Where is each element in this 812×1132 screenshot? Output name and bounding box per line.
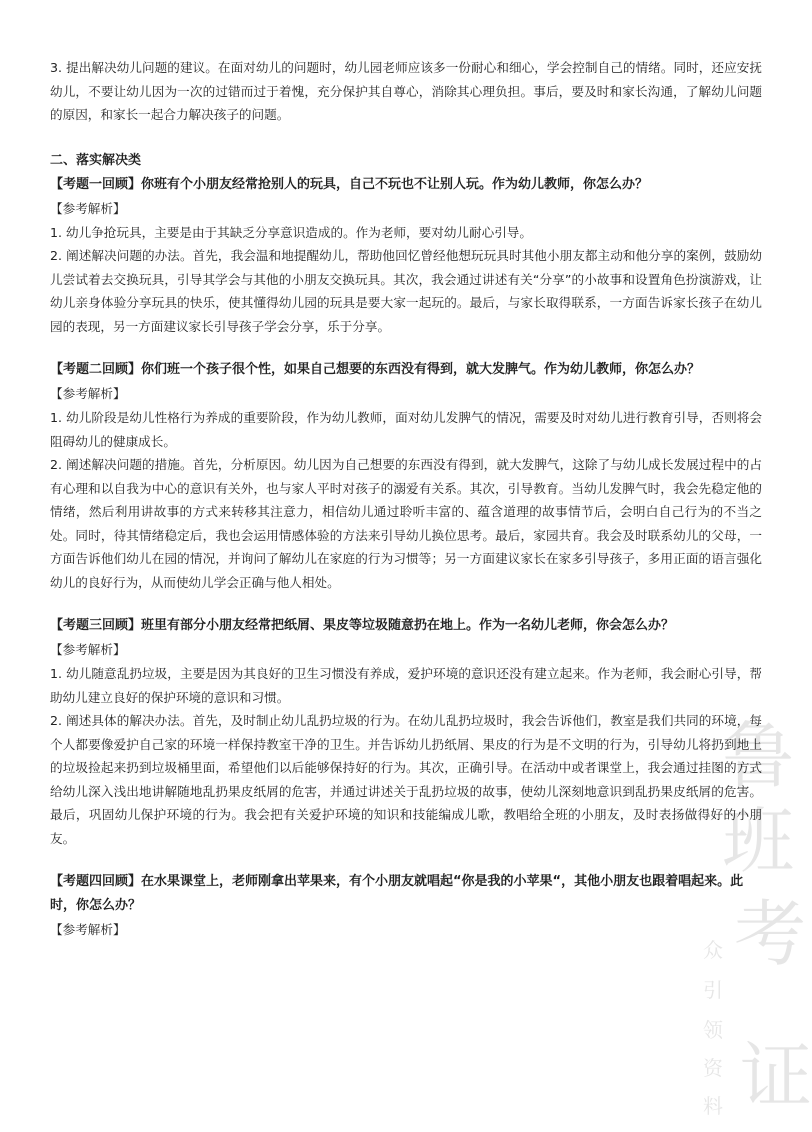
- watermark-char: 众: [703, 938, 723, 962]
- watermark-char: 证: [740, 1034, 812, 1118]
- question-4: 【考题四回顾】在水果课堂上，老师刚拿出苹果来，有个小朋友就唱起“你是我的小苹果“，其他小朋友也跟着唱起来。此时，你怎么办？: [50, 874, 744, 913]
- document-page: [50, 56, 762, 942]
- answer-2-paragraph-1: 1. 幼儿阶段是幼儿性格行为养成的重要阶段，作为幼儿教师，面对幼儿发脾气的情况，需要及时对幼儿进行教育引导，否则将会阻碍幼儿的健康成长。: [50, 410, 762, 449]
- watermark-char: 班: [722, 799, 795, 883]
- watermark-char: 鲁: [722, 714, 795, 798]
- watermark-char: 引: [703, 978, 723, 1002]
- section-title: 二、落实解决类: [50, 152, 142, 168]
- answer-2-paragraph-2: 2. 阐述解决问题的措施。首先，分析原因。幼儿因为自己想要的东西没有得到，就大发脾气，这除了与幼儿成长发展过程中的占有心理和以自我为中心的意识有关外，也与家人平时对孩子的溺爱有关系。其次，引导教育。当幼儿发脾气时，我会先稳定他的情绪，然后利用讲故事的方式来转移其注意力，相信幼儿通过聆听丰富的、蕴含道理的故事情节后，会明白自己行为的不当之处。同时，待其情绪稳定后，我也会运用情感体验的方法来引导幼儿换位思考。最后，家园共育。我会及时联系幼儿的父母，一方面告诉他们幼儿在园的情况，并询问了解幼儿在家庭的行为习惯等；另一方面建议家长在家多引导孩子，多用正面的语言强化幼儿的良好行为，从而使幼儿学会正确与他人相处。: [50, 457, 762, 590]
- reference-label-1: 【参考解析】: [50, 200, 126, 216]
- question-1: 【考题一回顾】你班有个小朋友经常抢别人的玩具，自己不玩也不让别人玩。作为幼儿教师，你怎么办？: [50, 176, 649, 192]
- answer-1-paragraph-1: 1. 幼儿争抢玩具，主要是由于其缺乏分享意识造成的。作为老师，要对幼儿耐心引导。: [50, 224, 532, 240]
- reference-label-3: 【参考解析】: [50, 642, 126, 657]
- reference-label-2: 【参考解析】: [50, 386, 126, 401]
- watermark-char: 资: [703, 1056, 723, 1080]
- intro-paragraph-3: 3. 提出解决幼儿问题的建议。在面对幼儿的问题时，幼儿园老师应该多一份耐心和细心，学会控制自己的情绪。同时，还应安抚幼儿，不要让幼儿因为一次的过错而过于着愧，充分保护其自尊心，消除其心理负担。事后，要及时和家长沟通，了解幼儿问题的原因，和家长一起合力解决孩子的问题。: [50, 60, 762, 122]
- watermark-char: 考: [734, 892, 807, 976]
- question-3: 【考题三回顾】班里有部分小朋友经常把纸屑、果皮等垃圾随意扔在地上。作为一名幼儿老师，你会怎么办？: [50, 618, 675, 633]
- answer-3-paragraph-1: 1. 幼儿随意乱扔垃圾，主要是因为其良好的卫生习惯没有养成，爱护环境的意识还没有建立起来。作为老师，我会耐心引导，帮助幼儿建立良好的保护环境的意识和习惯。: [50, 666, 762, 705]
- reference-label-4: 【参考解析】: [50, 922, 126, 937]
- watermark-char: 领: [703, 1018, 723, 1042]
- answer-1-paragraph-2: 2. 阐述解决问题的办法。首先，我会温和地提醒幼儿，帮助他回忆曾经他想玩玩具时其他小朋友都主动和他分享的案例，鼓励幼儿尝试着去交换玩具，引导其学会与其他的小朋友交换玩具。其次，我会通过讲述有关“分享”的小故事和设置角色扮演游戏，让幼儿亲身体验分享玩具的快乐，使其懂得幼儿园的玩具是要大家一起玩的。最后，与家长取得联系，一方面告诉家长孩子在幼儿园的表现，另一方面建议家长引导孩子学会分享，乐于分享。: [50, 248, 762, 334]
- question-2: 【考题二回顾】你们班一个孩子很个性，如果自己想要的东西没有得到，就大发脾气。作为幼儿教师，你怎么办？: [50, 362, 701, 377]
- answer-3-paragraph-2: 2. 阐述具体的解决办法。首先，及时制止幼儿乱扔垃圾的行为。在幼儿乱扔垃圾时，我会告诉他们，教室是我们共同的环境，每个人都要像爱护自己家的环境一样保持教室干净的卫生。并告诉幼儿扔纸屑、果皮的行为是不文明的行为，引导幼儿将扔到地上的垃圾捡起来扔到垃圾桶里面，希望他们以后能够保持好的行为。其次，正确引导。在活动中或者课堂上，我会通过挂图的方式给幼儿深入浅出地讲解随地乱扔果皮纸屑的危害，并通过讲述关于乱扔垃圾的故事，使幼儿深刻地意识到乱扔果皮纸屑的危害。最后，巩固幼儿保护环境的行为。我会把有关爱护环境的知识和技能编成儿歌，教唱给全班的小朋友，及时表扬做得好的小朋友。: [50, 713, 762, 846]
- watermark-char: 料: [703, 1094, 723, 1118]
